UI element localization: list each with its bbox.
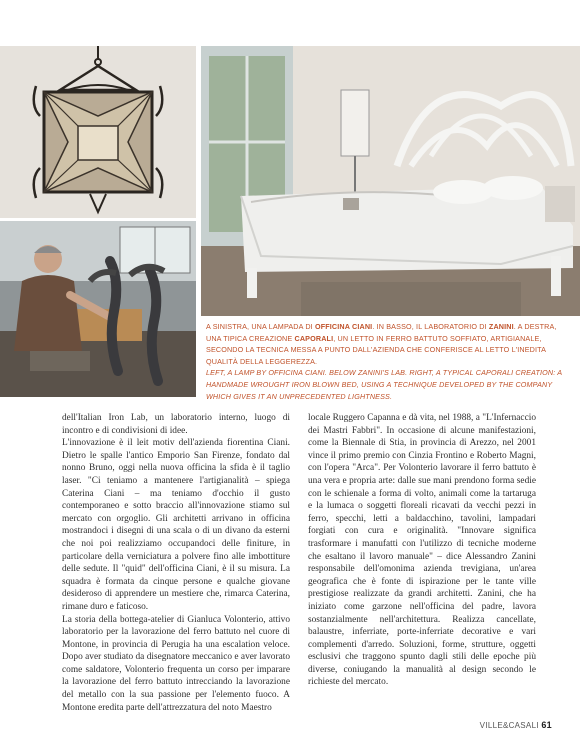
article-column-2	[308, 412, 536, 689]
caption-it-text-2: . IN BASSO, IL LABORATORIO DI	[372, 322, 489, 331]
caption-it-text-4: , UN LETTO IN FERRO BATTUTO SOFFIATO, ARTIGIANALE, SECONDO LA TECNICA MESSA A PUNTO DALL'AZIENDA CHE CONFERISCE AL LETTO L'INEDITA QUALITÀ DELLA LEGGEREZZA.	[206, 333, 546, 366]
caption-it-text-1: A SINISTRA, UNA LAMPADA DI	[206, 322, 315, 331]
col1-paragraph-2: L'innovazione è il leit motiv dell'azienda fiorentina Ciani. Dietro le spalle l'antico Emporio San Firenze, fondato dal nonno Bruno, oggi nella nuova officina la sfida è il taglio laser. "Ci teniamo a mantenere l'artigianalità – spiega Caterina Ciani – ma teniamo d'occhio il gusto contemporaneo e sotto braccio all'innovazione stiamo sul mercato con orgoglio. Gli architetti arrivano in officina mostrandoci i disegni di una scala o di un divano da esterni che noi poi realizziamo occupandoci delle finiture, in particolare della verniciatura a polvere fino alle imbottiture delle sedute. Il "quid" dell'officina Ciani, è il su misura. La squadra è formata da cinque persone e qualche giovane desideroso di apprendere un mestiere che, rimarca Caterina, rimane duro e faticoso.	[62, 438, 290, 612]
caption-italian	[206, 321, 566, 367]
caption-brand-caporali: CAPORALI	[294, 333, 334, 343]
caption-brand-ciani: OFFICINA CIANI	[314, 322, 373, 331]
col1-paragraph-1: dell'Italian Iron Lab, un laboratorio interno, luogo di incontro e di condivisioni di idee.	[62, 413, 290, 436]
workshop-illustration	[0, 221, 196, 397]
caption-english: LEFT, A LAMP BY OFFICINA CIANI. BELOW ZANINI'S LAB. RIGHT, A TYPICAL CAPORALI CREATION: A HANDMADE WROUGHT IRON BLOWN BED, USING A TECHNIQUE DEVELOPED BY THE COMPANY WHICH GIVES IT AN UNPRECEDENTED LIGHTNESS.	[206, 368, 562, 401]
bedroom-photo	[201, 46, 580, 316]
magazine-name: VILLE&CASALI	[479, 721, 539, 730]
photo-caption	[206, 321, 566, 402]
lamp-photo	[0, 46, 196, 218]
page-footer	[480, 720, 552, 730]
bedroom-illustration	[201, 46, 580, 316]
col1-paragraph-3: La storia della bottega-atelier di Gianluca Volonterio, attivo laboratorio per la lavorazione del ferro battuto nel cuore di Montone, in provincia di Perugia ha una escalation veloce. Dopo aver studiato da disegnatore meccanico e aver lavorato come saldatore, Volonterio frequenta un corso per imparare la lavorazione del ferro battuto intrecciando la lavorazione del metallo con la sua passione per l'elemento fuoco. A Montone eredita parte dell'attrezzatura del noto Maestro	[62, 614, 290, 713]
article-column-1	[62, 412, 290, 714]
col2-paragraph-1: locale Ruggero Capanna e dà vita, nel 1988, a "L'Infernaccio dei Mastri Fabbri". In occasione di alcune manifestazioni, come la Biennale di Stia, in provincia di Arezzo, nel 2001 vince il primo premio con Cinzia Frontino e Roberto Magni, con l'opera "Arca". Per Volonterio lavorare il ferro battuto è una vera e propria arte: dalle sue mani prendono forma sedie con le schienale a forma di volto, animali come la tartaruga e la lumaca o soggetti floreali ricavati da vecchi pezzi in ferro, specchi, letti a baldacchino, tavolini, lampadari forgiati con cura e originalità. "Innovare significa trasformare i manufatti con l'utilizzo di tecniche moderne che esaltano il lavoro manuale" – dice Alessandro Zanini responsabile dell'omonima azienda trevigiana, un'area geografica che è fonte di ispirazione per le tante ville prestigiose realizzate da grandi architetti. Zanini, che ha iniziato come garzone nell'officina del padre, lavora sostanzialmente nell'architettura. Realizza cancellate, balaustre, inferriate, porte-inferriate decorative e vari complementi d'arredo. Soluzioni, forme, strutture, oggetti esclusivi che traggono spunto dagli stili delle epoche più diverse, coniugando la manualità al design secondo le richieste del mercato.	[308, 413, 536, 688]
caption-brand-zanini: ZANINI	[488, 322, 514, 331]
lamp-illustration	[0, 46, 196, 218]
workshop-photo	[0, 221, 196, 397]
page-number: 61	[541, 720, 552, 730]
caption-it-text-3: . A DESTRA, UNA TIPICA CREAZIONE	[206, 322, 557, 343]
